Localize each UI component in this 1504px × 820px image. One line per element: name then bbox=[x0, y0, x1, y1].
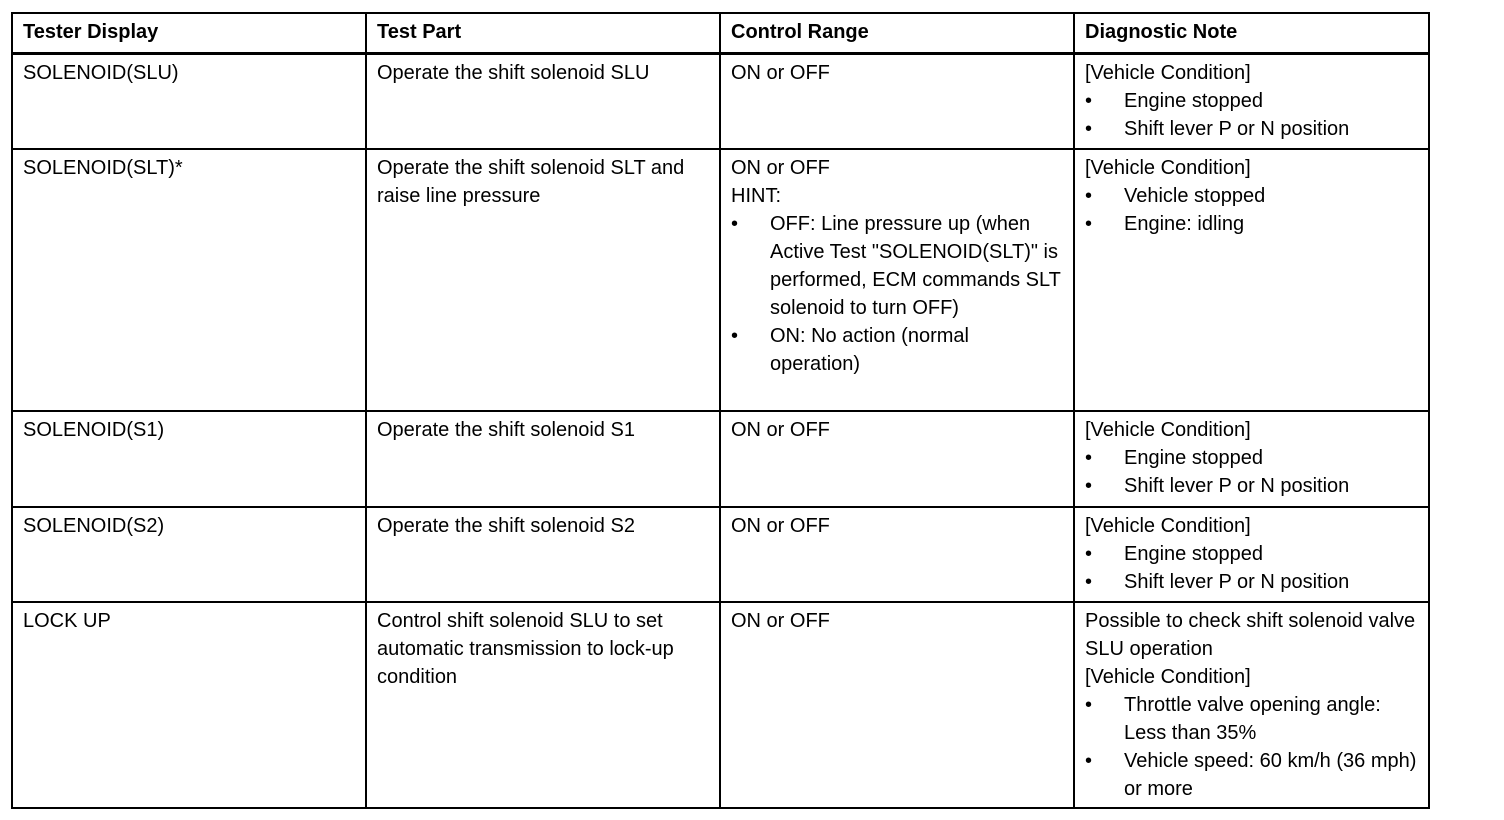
bullet: • bbox=[1085, 447, 1093, 469]
list-item-text: Engine stopped bbox=[1124, 447, 1264, 469]
cell-test-part: Operate the shift solenoid S1 bbox=[366, 411, 720, 507]
cell-control-range bbox=[720, 149, 1074, 411]
bullet: • bbox=[1085, 543, 1093, 565]
list-item bbox=[1085, 210, 1418, 238]
header-test-part: Test Part bbox=[366, 13, 720, 54]
cell-diagnostic-note bbox=[1074, 507, 1429, 602]
table-row bbox=[12, 411, 1429, 507]
table-row bbox=[12, 149, 1429, 411]
list-item-text: Shift lever P or N position bbox=[1124, 118, 1350, 140]
list-item bbox=[1085, 472, 1418, 500]
note-heading: [Vehicle Condition] bbox=[1085, 666, 1251, 688]
list-item bbox=[1085, 444, 1418, 472]
note-list bbox=[1085, 691, 1418, 803]
header-control-range: Control Range bbox=[720, 13, 1074, 54]
note-heading: [Vehicle Condition] bbox=[1085, 419, 1251, 441]
diagnostic-table bbox=[11, 12, 1430, 809]
cell-test-part: Control shift solenoid SLU to set automatic transmission to lock-up condition bbox=[366, 602, 720, 808]
bullet: • bbox=[731, 325, 739, 347]
cell-tester-display: SOLENOID(S2) bbox=[12, 507, 366, 602]
header-diagnostic-note: Diagnostic Note bbox=[1074, 13, 1429, 54]
list-item-text: Engine: idling bbox=[1124, 213, 1245, 235]
cell-tester-display: SOLENOID(SLT)* bbox=[12, 149, 366, 411]
list-item-text: ON: No action (normal operation) bbox=[770, 325, 969, 375]
list-item-text: Vehicle stopped bbox=[1124, 185, 1266, 207]
list-item bbox=[1085, 115, 1418, 143]
note-list bbox=[1085, 182, 1418, 238]
note-heading: [Vehicle Condition] bbox=[1085, 157, 1251, 179]
cell-test-part: Operate the shift solenoid SLT and raise line pressure bbox=[366, 149, 720, 411]
bullet: • bbox=[1085, 90, 1093, 112]
table-row bbox=[12, 507, 1429, 602]
bullet: • bbox=[1085, 571, 1093, 593]
note-list bbox=[1085, 87, 1418, 143]
list-item-text: Shift lever P or N position bbox=[1124, 475, 1350, 497]
bullet: • bbox=[1085, 118, 1093, 140]
cell-diagnostic-note bbox=[1074, 54, 1429, 150]
bullet: • bbox=[1085, 750, 1093, 772]
note-list bbox=[1085, 444, 1418, 500]
bullet: • bbox=[1085, 475, 1093, 497]
header-row bbox=[12, 13, 1429, 54]
cell-diagnostic-note bbox=[1074, 411, 1429, 507]
table-row bbox=[12, 602, 1429, 808]
list-item-text: Throttle valve opening angle: Less than 35% bbox=[1124, 694, 1381, 744]
list-item bbox=[731, 322, 1063, 378]
list-item-text: Shift lever P or N position bbox=[1124, 571, 1350, 593]
cell-test-part: Operate the shift solenoid SLU bbox=[366, 54, 720, 150]
note-list bbox=[1085, 540, 1418, 596]
list-item bbox=[731, 210, 1063, 322]
cell-test-part: Operate the shift solenoid S2 bbox=[366, 507, 720, 602]
cell-control-range: ON or OFF bbox=[720, 54, 1074, 150]
bullet: • bbox=[731, 213, 739, 235]
bullet: • bbox=[1085, 185, 1093, 207]
cell-diagnostic-note bbox=[1074, 602, 1429, 808]
list-item-text: Vehicle speed: 60 km/h (36 mph) or more bbox=[1124, 750, 1417, 800]
note-heading: [Vehicle Condition] bbox=[1085, 515, 1251, 537]
list-item bbox=[1085, 691, 1418, 747]
list-item bbox=[1085, 747, 1418, 803]
hint-list bbox=[731, 210, 1063, 378]
list-item bbox=[1085, 87, 1418, 115]
note-intro: Possible to check shift solenoid valve SLU operation bbox=[1085, 610, 1416, 660]
cell-control-range: ON or OFF bbox=[720, 602, 1074, 808]
cell-tester-display: SOLENOID(SLU) bbox=[12, 54, 366, 150]
bullet: • bbox=[1085, 213, 1093, 235]
cell-tester-display: LOCK UP bbox=[12, 602, 366, 808]
list-item bbox=[1085, 540, 1418, 568]
list-item-text: Engine stopped bbox=[1124, 90, 1264, 112]
cell-tester-display: SOLENOID(S1) bbox=[12, 411, 366, 507]
list-item bbox=[1085, 568, 1418, 596]
cell-control-range: ON or OFF bbox=[720, 507, 1074, 602]
bullet: • bbox=[1085, 694, 1093, 716]
control-range-value: ON or OFF bbox=[731, 157, 830, 179]
hint-label: HINT: bbox=[731, 185, 781, 207]
list-item bbox=[1085, 182, 1418, 210]
note-heading: [Vehicle Condition] bbox=[1085, 62, 1251, 84]
cell-control-range: ON or OFF bbox=[720, 411, 1074, 507]
list-item-text: Engine stopped bbox=[1124, 543, 1264, 565]
list-item-text: OFF: Line pressure up (when Active Test "SOLENOID(SLT)" is performed, ECM commands SLT solenoid to turn OFF) bbox=[770, 213, 1061, 319]
cell-diagnostic-note bbox=[1074, 149, 1429, 411]
header-tester-display: Tester Display bbox=[12, 13, 366, 54]
table-row bbox=[12, 54, 1429, 150]
